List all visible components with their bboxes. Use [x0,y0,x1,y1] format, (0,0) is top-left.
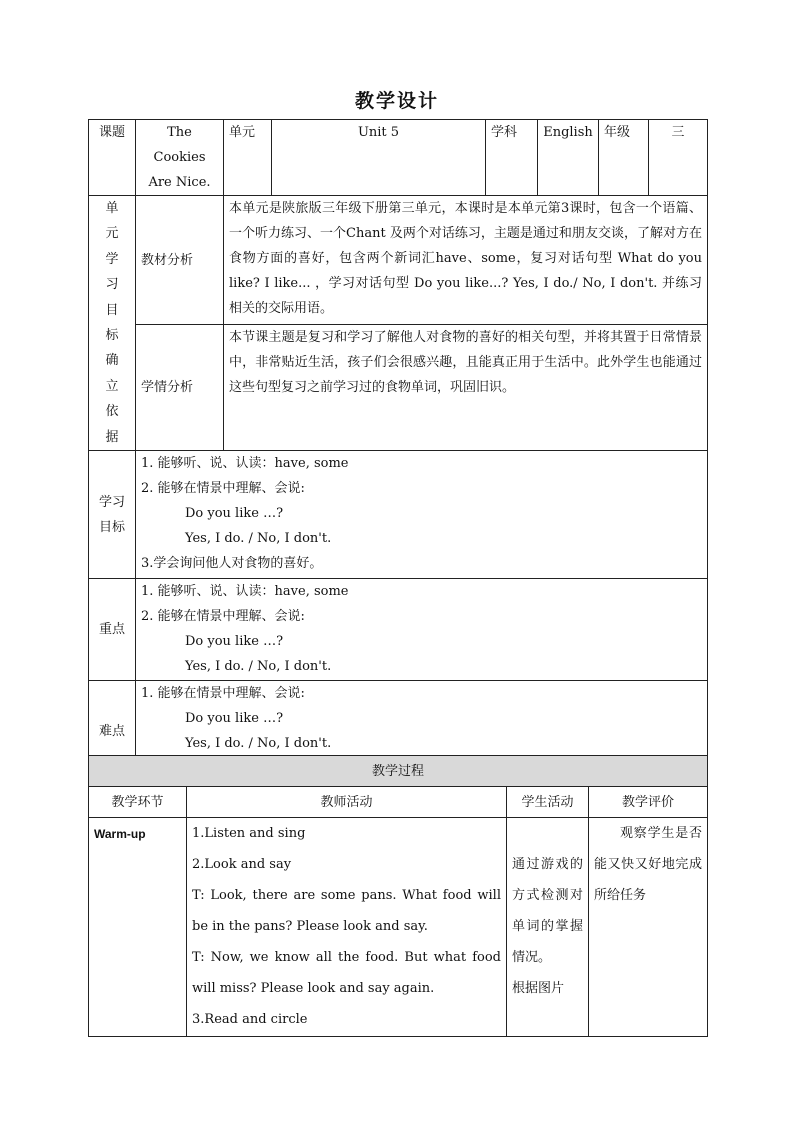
process-section-title: 教学过程 [89,756,708,787]
student-analysis-label: 学情分析 [136,325,224,451]
unit-value: Unit 5 [272,120,486,196]
difficulties-content: 1. 能够在情景中理解、会说: Do you like …? Yes, I do. / No, I don't. [136,681,708,783]
teacher-activity: 1.Listen and sing 2.Look and say T: Look, there are some pans. What food will be in the pans? Please look and say. T: Now, we know all the food. But what food will miss? Please look and say again. 3.Read and circle [187,818,507,1037]
subject-label: 学科 [486,120,538,196]
basis-side-label: 单 元 学 习 目 标 确 立 依 据 [89,196,136,451]
document-title: 教学设计 [354,90,439,112]
teaching-process-table [88,755,708,1037]
col-eval-header: 教学评价 [589,787,708,818]
difficulties-label: 难点 [89,681,136,783]
col-stage-header: 教学环节 [89,787,187,818]
key-points-label: 重点 [89,579,136,681]
textbook-analysis-label: 教材分析 [136,196,224,325]
teaching-evaluation: 观察学生是否能又快又好地完成所给任务 [589,818,708,1037]
textbook-analysis-text: 本单元是陕旅版三年级下册第三单元，本课时是本单元第3课时，包含一个语篇、一个听力练习、一个Chant 及两个对话练习，主题是通过和朋友交谈，了解对方在食物方面的喜好，包含两个新词汇have、some，复习对话句型 What do you like? I like... ，学习对话句型 Do you like...? Yes, I do./ No, I don't. 并练习相关的交际用语。 [224,196,708,325]
unit-label: 单元 [224,120,272,196]
objectives-content: 1. 能够听、说、认读：have, some 2. 能够在情景中理解、会说: Do you like …? Yes, I do. / No, I don't. 3.学会询问他人对食物的喜好。 [136,451,708,579]
col-student-header: 学生活动 [507,787,589,818]
student-analysis-text: 本节课主题是复习和学习了解他人对食物的喜好的相关句型，并将其置于日常情景中，非常贴近生活，孩子们会很感兴趣，且能真正用于生活中。此外学生也能通过这些句型复习之前学习过的食物单词，巩固旧识。 [224,325,708,451]
key-points-content: 1. 能够听、说、认读：have, some 2. 能够在情景中理解、会说: Do you like …? Yes, I do. / No, I don't. [136,579,708,681]
col-teacher-header: 教师活动 [187,787,507,818]
subject-value: English [538,120,599,196]
grade-value: 三 [649,120,708,196]
lesson-info-table [88,119,708,783]
stage-warm-up: Warm-up [89,818,187,1037]
topic-value: The Cookies Are Nice. [136,120,224,196]
objectives-label: 学习 目标 [89,451,136,579]
student-activity: 通过游戏的方式检测对单词的掌握情况。 根据图片 [507,818,589,1037]
topic-label: 课题 [89,120,136,196]
grade-label: 年级 [599,120,649,196]
